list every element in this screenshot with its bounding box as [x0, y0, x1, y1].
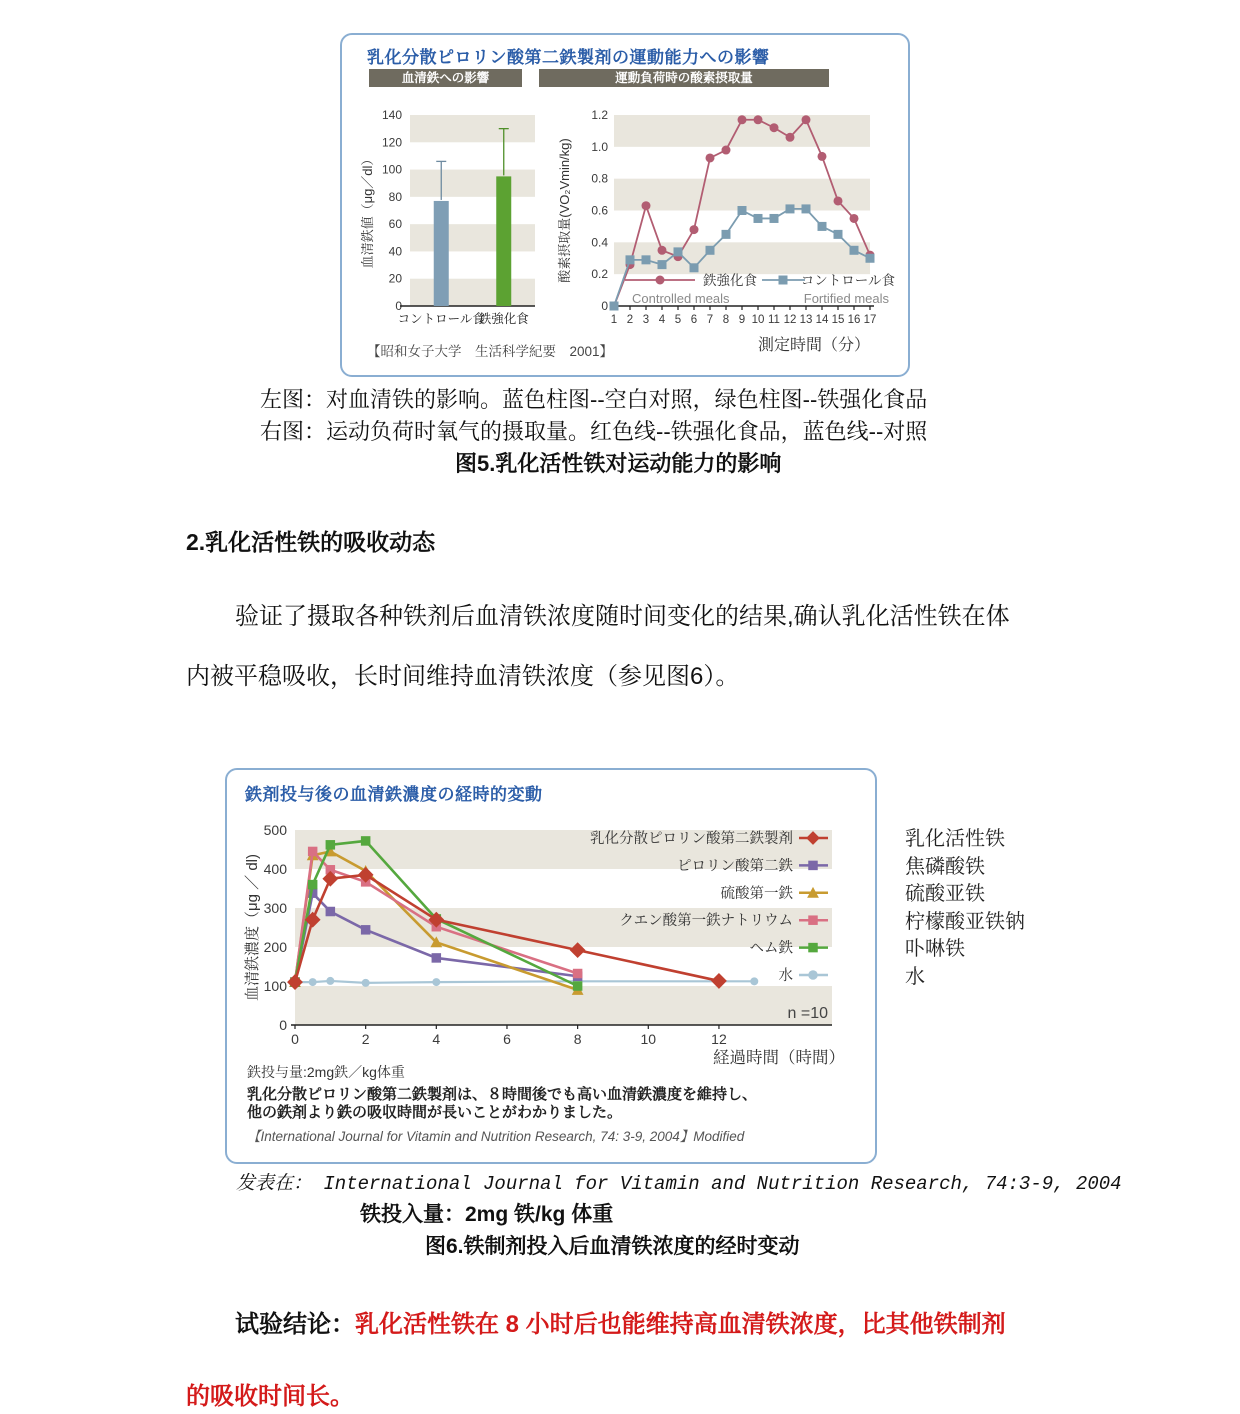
figure6-dose-note: 鉄投与量:2mg鉄／kg体重 [247, 1064, 405, 1080]
chart-series [291, 977, 758, 987]
figure5-title: 乳化分散ピロリン酸第二鉄製剤の運動能力への影響 [367, 48, 770, 67]
svg-text:16: 16 [847, 314, 861, 326]
conclusion-text-line2: 的吸收时间长。 [186, 1383, 354, 1410]
svg-text:12: 12 [783, 314, 797, 326]
svg-text:測定時間（分）: 測定時間（分） [757, 337, 870, 354]
svg-text:200: 200 [263, 939, 287, 955]
svg-text:7: 7 [706, 314, 714, 326]
plot-band [410, 279, 535, 306]
svg-text:10: 10 [640, 1031, 657, 1047]
svg-text:100: 100 [381, 162, 402, 177]
svg-text:Controlled meals: Controlled meals [632, 291, 730, 306]
svg-text:13: 13 [799, 314, 813, 326]
plot-band [614, 242, 870, 274]
svg-text:15: 15 [831, 314, 845, 326]
svg-text:0.4: 0.4 [591, 235, 608, 250]
svg-text:コントロール食: コントロール食 [800, 273, 895, 288]
svg-text:20: 20 [388, 271, 402, 286]
figure6-source: 【International Journal for Vitamin and Nutrition Research, 74: 3-9, 2004】Modified [247, 1129, 745, 1144]
figure6-caption-title: 图6.铁制剂投入后血清铁浓度的经时变动 [425, 1235, 800, 1258]
figure6-annotation-list [905, 826, 1025, 991]
svg-text:鉄強化食: 鉄強化食 [478, 312, 529, 326]
svg-text:3: 3 [642, 314, 650, 326]
svg-text:14: 14 [815, 314, 829, 326]
figure6-title: 鉄剤投与後の血清鉄濃度の経時的変動 [245, 785, 543, 804]
figure5-caption-line1: 左图：对血清铁的影响。蓝色柱图--空白对照，绿色柱图--铁强化食品 [260, 387, 928, 412]
fig6-annotation-item: 柠檬酸亚铁钠 [905, 910, 1025, 933]
plot-band [410, 170, 535, 197]
svg-text:0.8: 0.8 [591, 171, 608, 186]
svg-text:経過時間（時間）: 経過時間（時間） [713, 1049, 845, 1067]
chart-legend [625, 273, 895, 306]
body-paragraph-line1: 验证了摄取各种铁剂后血清铁浓度随时间变化的结果,确认乳化活性铁在体 [235, 603, 1010, 630]
svg-text:11: 11 [768, 314, 780, 326]
svg-text:n =10: n =10 [787, 1005, 828, 1022]
svg-text:2: 2 [626, 314, 634, 326]
dose-caption: 铁投入量：2mg 铁/kg 体重 [360, 1203, 614, 1226]
plot-band [295, 986, 832, 1025]
svg-text:400: 400 [263, 861, 287, 877]
oxygen-uptake-line-chart [557, 90, 902, 360]
svg-text:10: 10 [751, 314, 765, 326]
figure5-panel [340, 33, 910, 377]
svg-text:140: 140 [381, 108, 402, 122]
svg-text:0.2: 0.2 [591, 267, 608, 282]
svg-text:60: 60 [388, 217, 402, 232]
fig6-annotation-item: 硫酸亚铁 [905, 883, 985, 905]
svg-text:120: 120 [381, 135, 402, 150]
svg-text:2: 2 [361, 1031, 370, 1047]
svg-text:17: 17 [863, 314, 877, 326]
svg-text:水: 水 [778, 968, 793, 984]
figure6-note-line2: 他の鉄剤より鉄の吸収時間が長いことがわかりました。 [247, 1104, 623, 1121]
svg-text:6: 6 [503, 1031, 511, 1047]
svg-text:12: 12 [711, 1031, 727, 1047]
svg-text:6: 6 [690, 314, 698, 326]
fig6-annotation-item: 水 [905, 965, 925, 988]
svg-text:500: 500 [263, 822, 287, 838]
figure6-note-line1: 乳化分散ピロリン酸第二鉄製剤は、８時間後でも高い血清鉄濃度を維持し、 [247, 1086, 758, 1103]
fig6-annotation-item: 乳化活性铁 [905, 828, 1005, 850]
svg-text:4: 4 [432, 1031, 441, 1047]
serum-iron-time-chart [227, 815, 873, 1073]
svg-text:100: 100 [263, 978, 287, 994]
conclusion-line1 [235, 1304, 1006, 1339]
svg-text:8: 8 [722, 314, 730, 326]
serum-iron-bar-chart [342, 90, 582, 335]
svg-text:乳化分散ピロリン酸第二鉄製剤: 乳化分散ピロリン酸第二鉄製剤 [590, 831, 793, 847]
figure5-caption-line2: 右图：运动负荷时氧气的摄取量。红色线--铁强化食品，蓝色线--对照 [260, 419, 928, 444]
figure5-left-chart-header: 血清鉄への影響 [369, 69, 522, 87]
svg-text:硫酸第一鉄: 硫酸第一鉄 [720, 885, 793, 902]
svg-text:クエン酸第一鉄ナトリウム: クエン酸第一鉄ナトリウム [619, 913, 793, 930]
svg-text:血清鉄値（μg／dl）: 血清鉄値（μg／dl） [360, 152, 375, 269]
fig6-annotation-item: 卟啉铁 [905, 938, 965, 960]
section-heading: 2.乳化活性铁的吸收动态 [186, 529, 436, 555]
svg-text:1: 1 [610, 314, 618, 326]
svg-text:40: 40 [388, 244, 402, 259]
svg-text:0: 0 [395, 299, 402, 313]
svg-text:Fortified meals: Fortified meals [803, 291, 889, 306]
plot-band [410, 115, 535, 142]
svg-text:酸素摂取量(VO₂Vmin/kg): 酸素摂取量(VO₂Vmin/kg) [557, 138, 572, 283]
svg-text:1.2: 1.2 [591, 108, 608, 122]
svg-text:血清鉄濃度（μg ／ dl): 血清鉄濃度（μg ／ dl) [244, 854, 261, 1001]
svg-text:コントロール食: コントロール食 [397, 312, 485, 326]
fig6-annotation-item: 焦磷酸铁 [905, 855, 985, 878]
svg-text:4: 4 [658, 314, 666, 326]
conclusion-text-line1: 乳化活性铁在 8 小时后也能维持高血清铁浓度，比其他铁制剂 [355, 1311, 1006, 1338]
conclusion-label: 试验结论： [235, 1311, 355, 1338]
bar-series [496, 129, 511, 306]
svg-text:5: 5 [674, 314, 682, 326]
svg-text:9: 9 [738, 314, 746, 326]
figure6-panel [225, 768, 877, 1164]
svg-text:0.6: 0.6 [591, 203, 608, 218]
svg-text:0: 0 [601, 299, 608, 313]
svg-text:300: 300 [263, 900, 287, 916]
svg-text:ピロリン酸第二鉄: ピロリン酸第二鉄 [677, 858, 793, 875]
figure5-caption-title: 图5.乳化活性铁对运动能力的影响 [455, 451, 782, 476]
figure5-source: 【昭和女子大学 生活科学紀要 2001】 [367, 344, 614, 359]
svg-text:8: 8 [573, 1031, 582, 1047]
svg-text:鉄強化食: 鉄強化食 [703, 273, 757, 288]
body-paragraph-line2: 内被平稳吸收，长时间维持血清铁浓度（参见图6）。 [186, 663, 740, 690]
svg-text:1.0: 1.0 [591, 139, 608, 154]
svg-text:0: 0 [279, 1017, 287, 1033]
figure5-right-chart-header: 運動負荷時の酸素摂取量 [539, 69, 829, 87]
plot-band [410, 224, 535, 251]
publication-reference: 发表在： International Journal for Vitamin and Nutrition Research, 74:3-9, 2004 [236, 1173, 1122, 1195]
svg-text:0: 0 [291, 1031, 299, 1047]
svg-text:ヘム鉄: ヘム鉄 [749, 940, 793, 957]
svg-text:80: 80 [388, 189, 402, 204]
